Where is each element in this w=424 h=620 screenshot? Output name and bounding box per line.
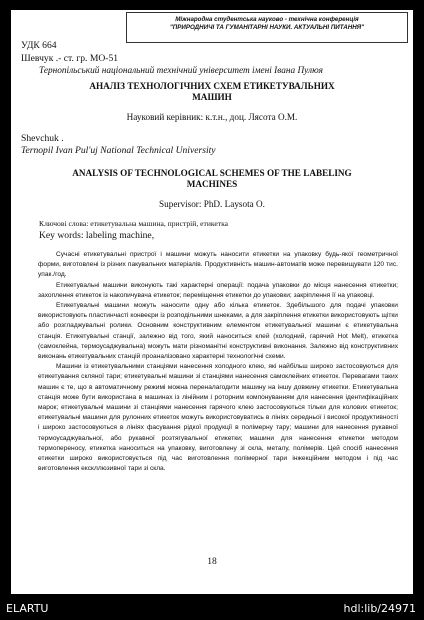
footer-handle-link[interactable]: hdl:lib/24971 [343, 602, 416, 615]
body-paragraph: Машини із етикетувальними станціями нанесення холодного клею, які найбільш широко застосовуються для етикетування скляної тари; етикетувальні машини зі станціями нанесення самоклейних етикеток. Перевагами таких машин є те, що в автоматичному режимі можна переналагодити машину на іншу довжину етикетки. Етикетувальна станція може бути використана в машинах із лінійним і роторним компонуванням для нанесення ідентифікаційних марок; етикетувальні машини зі станціями нанесення гарячого клею застосовуються тільки для колових етикеток; етикетувальні машини для рулонних етикеток можуть використовуватись в лініях середньої і високої продуктивності і широко застосовуються в лініях фасування рідкої продукції в полімерну тару; машини для нанесення рукавної термоусаджувальної, або рукавної розтягувальної етикетки; машини для нанесення етикетки методом термопереносу, етикетка наноситься на упаковку, виготовлену зі скла, металу, полімерів. Цей спосіб нанесення етикетки широко використовується під час виготовлення полімерної тари інжекційним методом і під час виготовлення екскллюзивної тари зі скла. [38, 363, 398, 473]
document-page [11, 10, 413, 594]
affiliation-ua: Тернопільський національний технічний університет імені Івана Пулюя [39, 66, 323, 76]
author-en: Shevchuk . [21, 133, 64, 144]
title-en: ANALYSIS OF TECHNOLOGICAL SCHEMES OF THE LABELING MACHINES [72, 168, 352, 189]
article-body [38, 250, 398, 474]
udk-code: УДК 664 [21, 40, 57, 51]
author-ua: Шевчук .- ст. гр. МО-51 [21, 53, 119, 64]
conference-header [126, 12, 408, 43]
title-ua: АНАЛІЗ ТЕХНОЛОГІЧНИХ СХЕМ ЕТИКЕТУВАЛЬНИХ МАШИН [89, 81, 335, 102]
body-paragraph: Сучасні етикетувальні пристрої і машини можуть наносити етикетки на упаковку будь-якої геометричної форми, виготовлені із різних пакувальних матеріалів. Продуктивність машин-автоматів може перевищувати 120 тис. упак./год. [38, 251, 398, 279]
conference-header-line2: "ПРИРОДНИЧІ ТА ГУМАНІТАРНІ НАУКИ. АКТУАЛЬНІ ПИТАННЯ" [169, 24, 365, 31]
supervisor-en: Supervisor: PhD. Laysota O. [159, 199, 265, 209]
conference-header-line1: Міжнародна студентська науково - технічна конференція [175, 16, 359, 23]
body-paragraph: Етикетувальні машини можуть наносити одну або кілька етикеток. Здебільшого для подачі упаковки використовують пластинчасті конвеєри із розподільними шнеками, а для закріплення етикетки використовують щітки або розгладжувальні ролики. Основним конструктивним елементом етикетувальної машини є етикетувальна станція. Етикетувальні станції, залежно від того, який наноситься клей (холодний, гарячий Hot Melt), етикетка (самоклейна, термоусаджувальна) можуть мати різноманітні конструктивні виконання. Залежно від конструктивних виконань етикетувальних станцій проаналізовано характерні технологічні схеми. [38, 302, 398, 361]
footer-repository-label: ELARTU [6, 602, 49, 615]
body-paragraph: Етикетувальні машини виконують такі характерні операції: подача упаковки до місця нанесення етикетки; захоплення етикеток із накопичувача етикеток; переміщення етикетки до упаковки; закріплення її на упаковці. [38, 281, 398, 299]
keywords-en: Key words: labeling machine, [39, 230, 155, 241]
affiliation-en: Ternopil Ivan Pul'uj National Technical University [21, 145, 216, 156]
page-number: 18 [207, 556, 217, 567]
supervisor-ua: Науковий керівник: к.т.н., доц. Лясота О.М. [126, 112, 298, 122]
keywords-ua: Ключові слова: етикетувальна машина, пристрій, етикетка [39, 219, 229, 228]
